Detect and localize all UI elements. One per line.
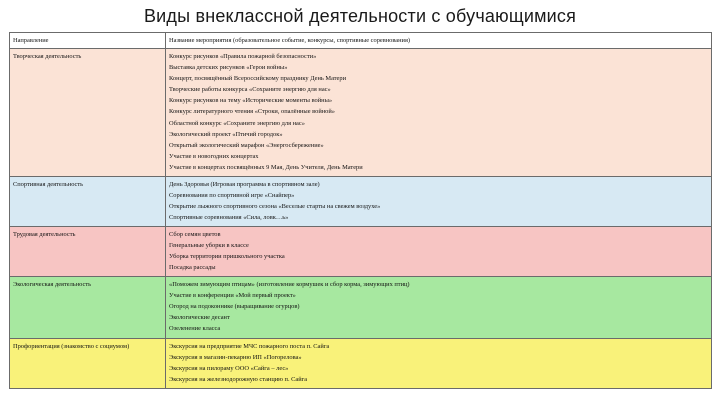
activity-item: Творческие работы конкурса «Сохраните энергию для нас» — [169, 86, 331, 94]
activities-cell — [166, 49, 712, 177]
direction-cell: Профориентация (знакомство с социумом) — [10, 339, 166, 389]
activity-item: День Здоровья (Игровая программа в спортивном зале) — [169, 181, 320, 188]
activity-item: Концерт, посвящённый Всероссийскому празднику День Матери — [169, 75, 346, 83]
activity-item: Участие в новогодних концертах — [169, 152, 259, 160]
row-labor — [10, 227, 712, 277]
header-direction: Направление — [10, 33, 166, 49]
activity-item: Генеральные уборки в классе — [169, 242, 249, 250]
activity-item: Экскурсия на пилораму ООО «Сайга – лес» — [169, 365, 289, 373]
activity-item: Конкурс литературного чтения «Строки, опалённые войной» — [169, 108, 335, 116]
activity-item: Экскурсия в магазин-пекарню ИП «Погорелова» — [169, 354, 302, 362]
row-sport — [10, 177, 712, 227]
activity-item: Соревнования по спортивной игре «Снайпер» — [169, 192, 295, 200]
activity-item: Конкурс рисунков «Правила пожарной безопасности» — [169, 53, 317, 60]
page-title: Виды внеклассной деятельности с обучающимися — [143, 6, 577, 26]
activity-item: Участие в конференции «Мой первый проект» — [169, 292, 296, 300]
activities-cell — [166, 177, 712, 227]
row-creative — [10, 49, 712, 177]
direction-cell: Экологическая деятельность — [10, 277, 166, 339]
activity-item: Уборка территории пришкольного участка — [169, 253, 285, 261]
header-activities: Название мероприятия (образовательное событие, конкурсы, спортивные соревнования) — [166, 33, 712, 49]
activity-item: Открытый экологический марафон «Энергосбережение» — [169, 141, 324, 149]
direction-cell: Трудовая деятельность — [10, 227, 166, 277]
activity-item: Открытие лыжного спортивного сезона «Веселые старты на свежем воздухе» — [169, 203, 381, 211]
activity-item: Экологический проект «Птичий городок» — [169, 130, 283, 138]
activity-item: Экскурсия на предприятие МЧС пожарного поста п. Сайга — [169, 343, 330, 350]
activity-item: Сбор семян цветов — [169, 231, 221, 238]
activities-cell — [166, 277, 712, 339]
activity-item: Огород на подоконнике (выращивание огурцов) — [169, 303, 300, 311]
direction-cell: Творческая деятельность — [10, 49, 166, 177]
activity-item: Экологические десант — [169, 314, 230, 322]
activity-item: Посадка рассады — [169, 264, 216, 272]
activities-cell — [166, 227, 712, 277]
direction-cell: Спортивная деятельность — [10, 177, 166, 227]
activity-item: Экскурсия на железнодорожную станцию п. Сайга — [169, 376, 308, 384]
activity-item: Спортивные соревнования «Сила, ловк…ь» — [169, 214, 289, 222]
activity-item: Озеленение класса — [169, 325, 221, 333]
activities-cell — [166, 339, 712, 389]
activity-item: Участие в концертах посвящённых 9 Мая, День Учителя, День Матери — [169, 163, 363, 171]
table-header-row — [10, 33, 712, 49]
row-eco — [10, 277, 712, 339]
activity-item: Выставка детских рисунков «Герои войны» — [169, 64, 288, 72]
activities-table — [9, 32, 712, 389]
activity-item: «Поможем зимующим птицам» (изготовление кормушек и сбор корма, зимующих птиц) — [169, 281, 410, 288]
row-career — [10, 339, 712, 389]
activity-item: Конкурс рисунков на тему «Исторические моменты войны» — [169, 97, 333, 105]
activity-item: Областной конкурс «Сохраните энергию для нас» — [169, 119, 305, 127]
